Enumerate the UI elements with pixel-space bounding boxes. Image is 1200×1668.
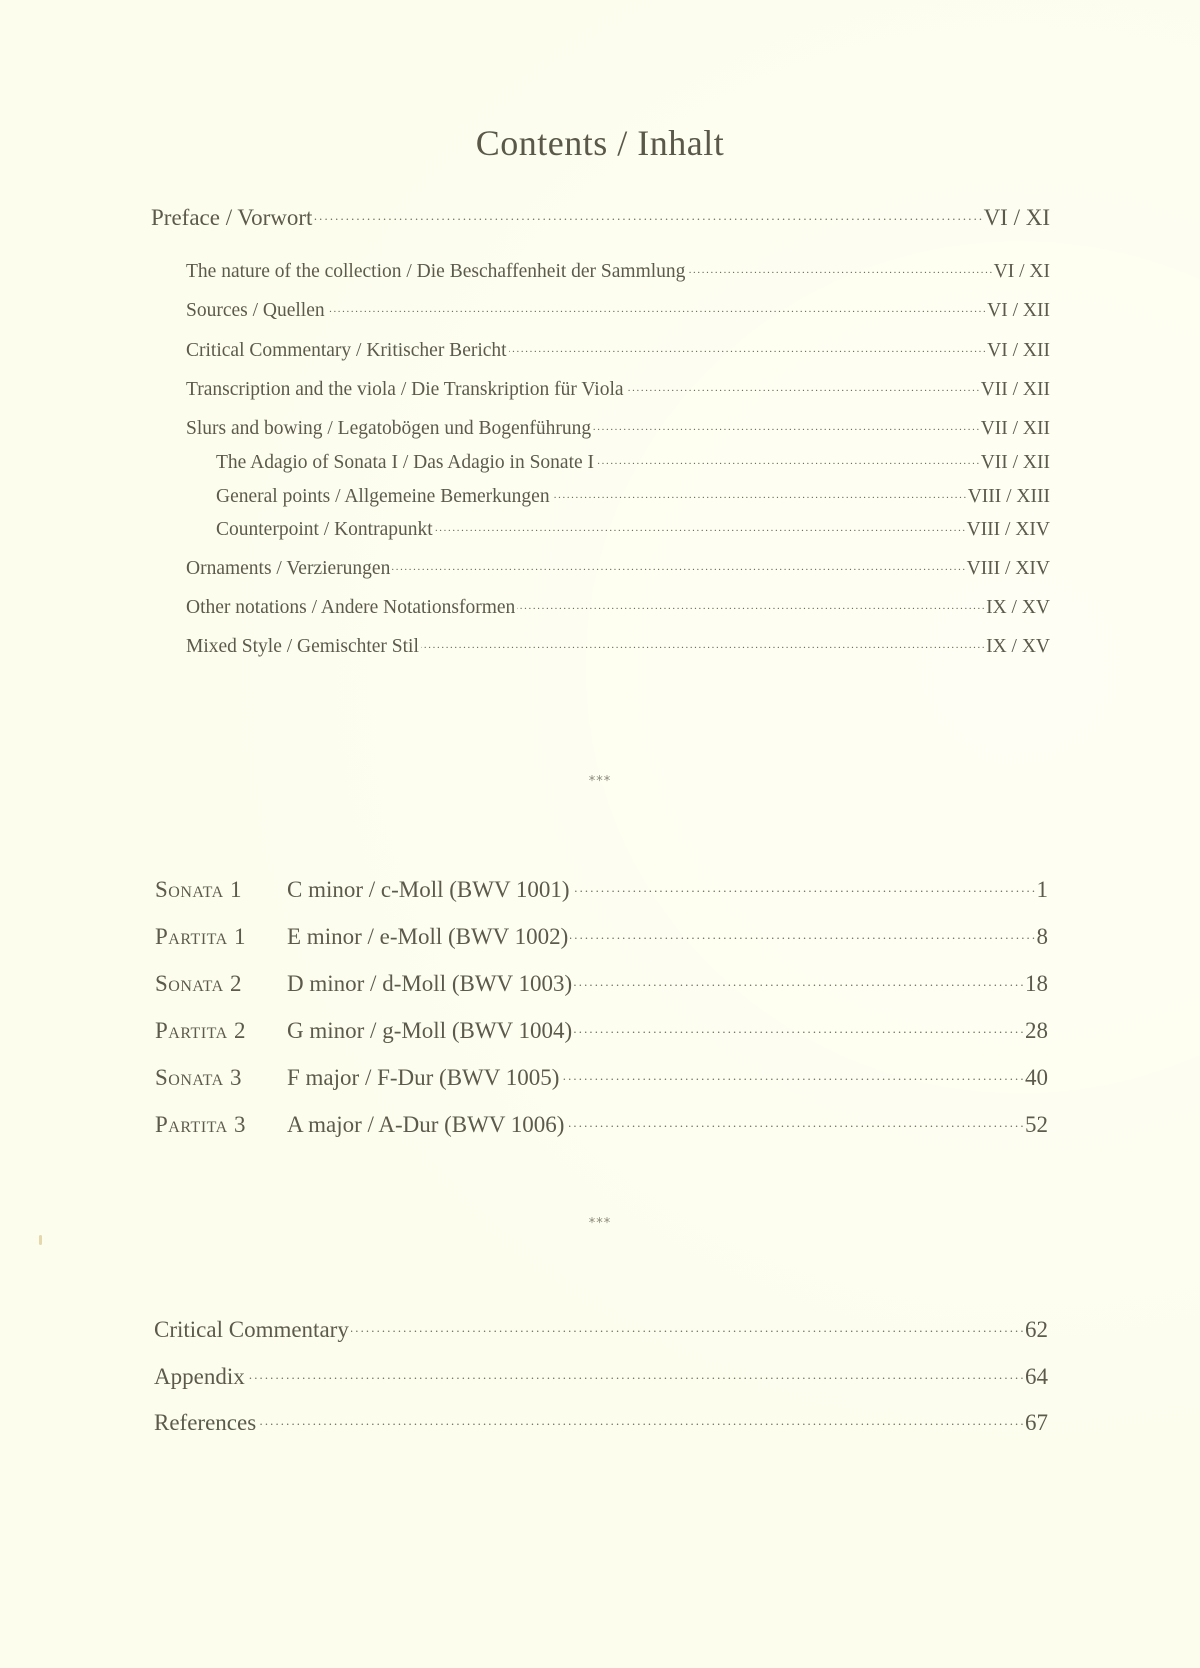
toc-subsubentry[interactable] <box>216 482 1050 508</box>
toc-entry-page: VI / XII <box>987 299 1050 321</box>
toc-entry-page: VI / XI <box>993 260 1050 282</box>
work-title: F major / F-Dur (BWV 1005) <box>287 1065 560 1090</box>
dot-leader <box>314 202 981 225</box>
toc-entry-label: Counterpoint / Kontrapunkt <box>216 518 433 540</box>
section-separator: *** <box>588 774 612 789</box>
toc-entry-label: References <box>154 1410 257 1435</box>
toc-subentry[interactable] <box>186 336 1050 362</box>
toc-entry-label <box>155 1018 572 1044</box>
dot-leader <box>572 874 1035 897</box>
toc-entry-label: Slurs and bowing / Legatobögen und Bogenführung <box>186 417 592 439</box>
toc-entry-label: Critical Commentary / Kritischer Bericht <box>186 339 507 361</box>
dot-leader <box>351 1314 1023 1337</box>
work-title: D minor / d-Moll (BWV 1003) <box>287 971 573 996</box>
toc-entry-label: Transcription and the viola / Die Transkription für Viola <box>186 378 624 400</box>
toc-entry-page: VI / XII <box>987 339 1050 361</box>
toc-entry-page: IX / XV <box>986 635 1050 657</box>
toc-end-entry[interactable] <box>154 1361 1048 1390</box>
toc-entry-page: 64 <box>1025 1364 1048 1389</box>
toc-entry-label: Critical Commentary <box>154 1317 349 1342</box>
toc-entry-page: VI / XI <box>983 205 1050 230</box>
dot-leader <box>574 1015 1023 1038</box>
dot-leader <box>258 1407 1023 1430</box>
toc-entry-label: The Adagio of Sonata I / Das Adagio in Sonate I <box>216 451 595 473</box>
toc-entry-page: VIII / XIV <box>966 518 1050 540</box>
dot-leader <box>626 375 979 395</box>
toc-work-entry[interactable] <box>155 1062 1048 1091</box>
dot-leader <box>247 1361 1023 1384</box>
dot-leader <box>574 968 1023 991</box>
toc-end-entry[interactable] <box>154 1314 1048 1343</box>
work-kind: Partita 2 <box>155 1018 246 1043</box>
dot-leader <box>687 257 991 277</box>
toc-entry-label <box>155 877 570 903</box>
toc-subentry[interactable] <box>186 414 1050 440</box>
work-kind: Partita 3 <box>155 1112 246 1137</box>
toc-subentry[interactable] <box>186 554 1050 580</box>
toc-work-entry[interactable] <box>155 968 1048 997</box>
dot-leader <box>509 336 986 356</box>
work-title: G minor / g-Moll (BWV 1004) <box>287 1018 573 1043</box>
dot-leader <box>392 554 964 574</box>
toc-entry-label <box>155 1112 564 1138</box>
toc-subentry[interactable] <box>186 296 1050 322</box>
toc-entry-page: 67 <box>1025 1410 1048 1435</box>
toc-entry-page: 52 <box>1025 1112 1048 1137</box>
work-title: E minor / e-Moll (BWV 1002) <box>287 924 569 949</box>
toc-entry-page: VIII / XIII <box>967 485 1050 507</box>
paper-speck <box>39 1235 42 1245</box>
work-title: A major / A-Dur (BWV 1006) <box>287 1112 565 1137</box>
toc-subentry[interactable] <box>186 632 1050 658</box>
toc-entry-label: General points / Allgemeine Bemerkungen <box>216 485 550 507</box>
dot-leader <box>517 593 984 613</box>
dot-leader <box>596 448 979 468</box>
toc-entry-label: Other notations / Andere Notationsformen <box>186 596 516 618</box>
toc-entry-page: 62 <box>1025 1317 1048 1342</box>
section-separator: *** <box>588 1216 612 1231</box>
toc-work-entry[interactable] <box>155 1109 1048 1138</box>
toc-entry-preface[interactable] <box>151 202 1050 231</box>
toc-entry-label: Sources / Quellen <box>186 299 325 321</box>
dot-leader <box>552 482 966 502</box>
toc-entry-label: Appendix <box>154 1364 245 1389</box>
toc-work-entry[interactable] <box>155 921 1048 950</box>
toc-entry-label <box>155 924 568 950</box>
toc-end-entry[interactable] <box>154 1407 1048 1436</box>
toc-entry-page: IX / XV <box>986 596 1050 618</box>
toc-entry-label: Preface / Vorwort <box>151 205 313 230</box>
toc-entry-page: 1 <box>1036 877 1048 902</box>
toc-work-entry[interactable] <box>155 874 1048 903</box>
dot-leader <box>593 414 979 434</box>
toc-entry-page: VII / XII <box>980 417 1050 439</box>
toc-subsubentry[interactable] <box>216 448 1050 474</box>
toc-entry-page: 8 <box>1036 924 1048 949</box>
toc-entry-label: Mixed Style / Gemischter Stil <box>186 635 419 657</box>
work-kind: Partita 1 <box>155 924 246 949</box>
toc-entry-page: VIII / XIV <box>966 557 1050 579</box>
toc-entry-label: Ornaments / Verzierungen <box>186 557 391 579</box>
toc-entry-label <box>155 971 572 997</box>
toc-subsubentry[interactable] <box>216 515 1050 541</box>
dot-leader <box>566 1109 1023 1132</box>
work-kind: Sonata 1 <box>155 877 242 902</box>
dot-leader <box>421 632 984 652</box>
work-kind: Sonata 3 <box>155 1065 242 1090</box>
toc-entry-label <box>155 1065 559 1091</box>
toc-entry-page: VII / XII <box>980 451 1050 473</box>
work-kind: Sonata 2 <box>155 971 242 996</box>
toc-entry-page: 28 <box>1025 1018 1048 1043</box>
work-title: C minor / c-Moll (BWV 1001) <box>287 877 570 902</box>
dot-leader <box>435 515 965 535</box>
dot-leader <box>561 1062 1023 1085</box>
toc-subentry[interactable] <box>186 593 1050 619</box>
toc-entry-page: 40 <box>1025 1065 1048 1090</box>
toc-entry-label: The nature of the collection / Die Beschaffenheit der Sammlung <box>186 260 686 282</box>
toc-work-entry[interactable] <box>155 1015 1048 1044</box>
toc-subentry[interactable] <box>186 257 1050 283</box>
toc-entry-page: 18 <box>1025 971 1048 996</box>
page-title: Contents / Inhalt <box>475 123 725 163</box>
dot-leader <box>327 296 986 316</box>
dot-leader <box>570 921 1034 944</box>
toc-subentry[interactable] <box>186 375 1050 401</box>
toc-entry-page: VII / XII <box>980 378 1050 400</box>
